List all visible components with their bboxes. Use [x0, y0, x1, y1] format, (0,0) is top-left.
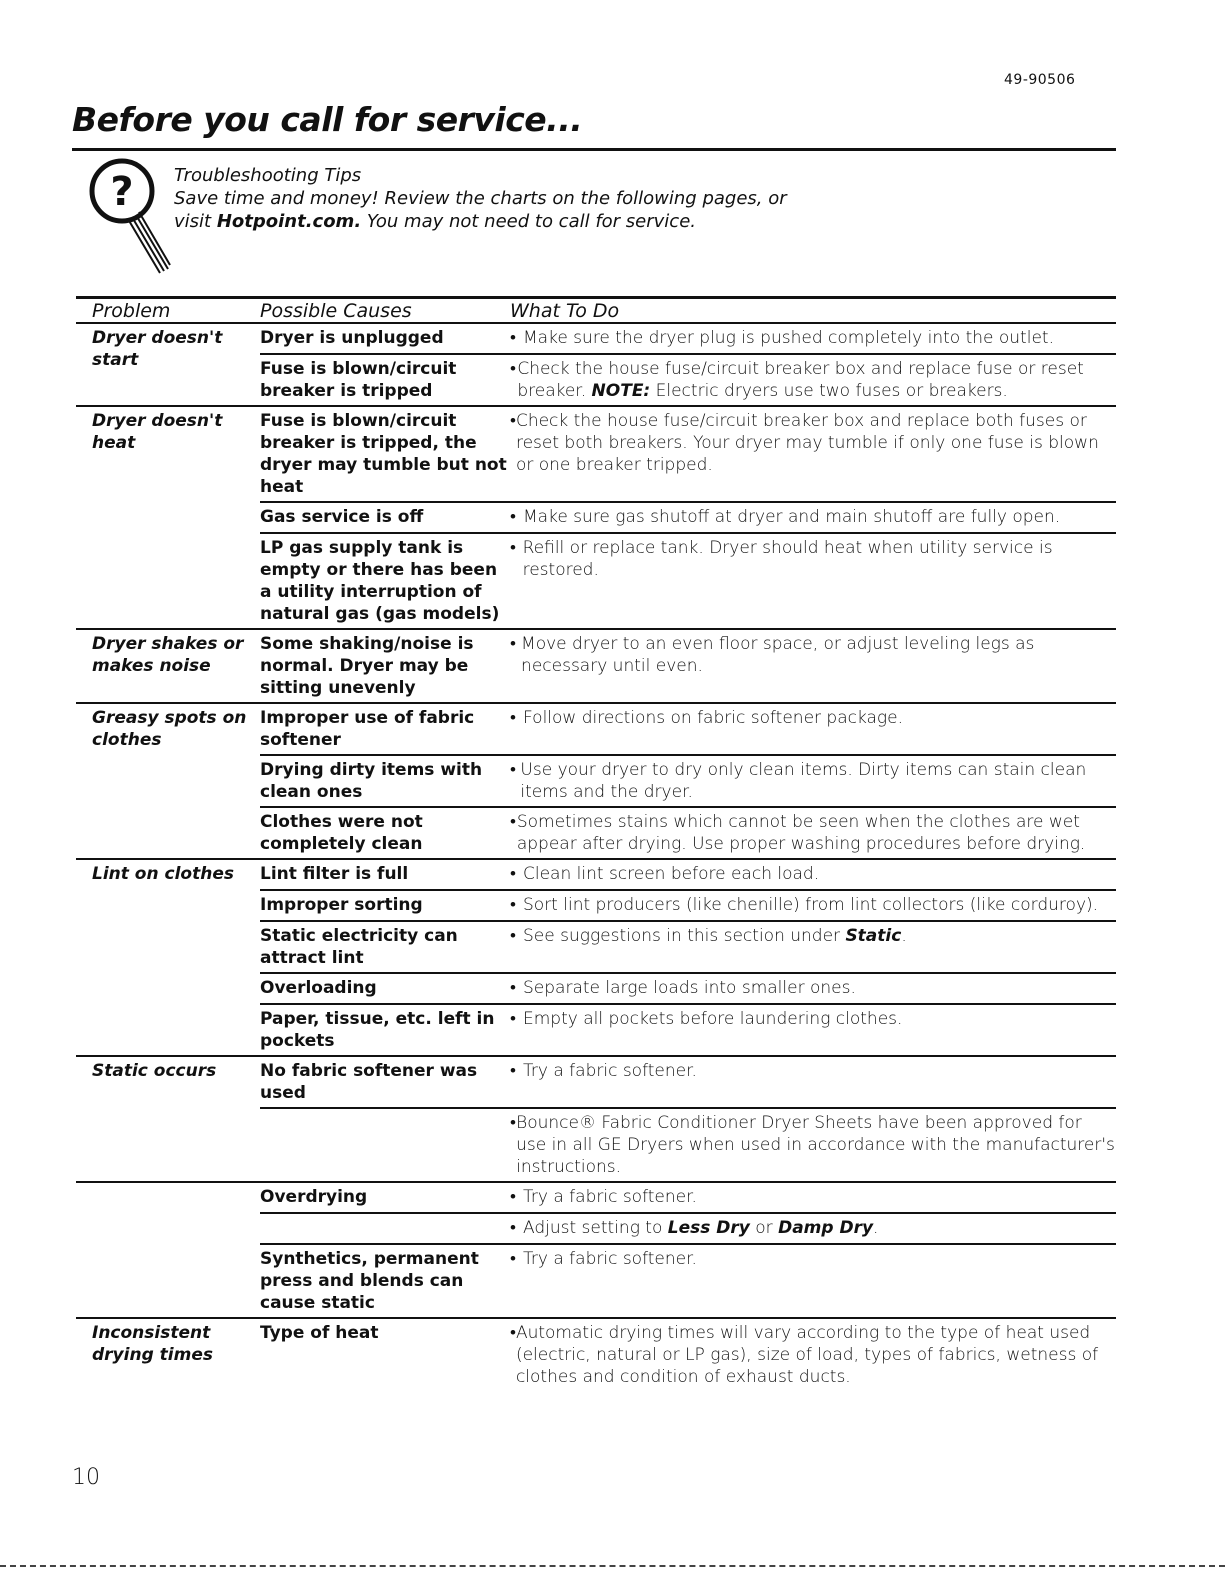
- problem-cell: Greasy spots on clothes: [92, 708, 247, 750]
- bullet-icon: •: [510, 1323, 516, 1343]
- emphasis-text: NOTE:: [591, 381, 651, 401]
- bullet-icon: •: [510, 328, 516, 348]
- bullet-icon: •: [510, 538, 516, 558]
- page-bottom-edge: [0, 1565, 1225, 1567]
- cause-cell: LP gas supply tank is empty or there has been a utility interruption of natural gas (gas models): [260, 538, 500, 624]
- what-to-do-cell: [510, 1057, 1116, 1109]
- website-link[interactable]: Hotpoint.com.: [216, 211, 362, 232]
- problem-cell: [76, 756, 260, 808]
- problem-cell: [76, 891, 260, 922]
- problem-cell: [76, 922, 260, 974]
- bullet-icon: •: [510, 1009, 516, 1029]
- header-possible-causes: Possible Causes: [260, 299, 412, 322]
- problem-cell: [76, 503, 260, 534]
- bullet-icon: •: [510, 708, 516, 728]
- header-problem: Problem: [92, 299, 171, 322]
- what-to-do-cell: [510, 974, 1116, 1005]
- cause-cell: Dryer is unplugged: [260, 328, 444, 348]
- what-to-do-cell: [510, 534, 1116, 630]
- cause-cell: Improper use of fabric softener: [260, 708, 475, 750]
- what-to-do-cell: [510, 503, 1116, 534]
- cause-cell: Synthetics, permanent press and blends can cause static: [260, 1249, 479, 1313]
- bullet-icon: •: [510, 634, 516, 654]
- what-to-do-text: Refill or replace tank. Dryer should heat when utility service is restored.: [522, 538, 1053, 580]
- bullet-icon: •: [510, 1218, 516, 1238]
- cause-cell: Fuse is blown/circuit breaker is tripped: [260, 359, 457, 401]
- what-to-do-text: Try a fabric softener.: [523, 1187, 697, 1207]
- table-row: [76, 1245, 1116, 1319]
- question-mark-tool-icon: [76, 157, 172, 277]
- what-to-do-cell: [510, 808, 1116, 860]
- table-row: [76, 704, 1116, 756]
- bullet-icon: •: [510, 1061, 516, 1081]
- table-row: [76, 860, 1116, 891]
- what-to-do-cell: [510, 355, 1116, 407]
- table-row: [76, 891, 1116, 922]
- bullet-icon: •: [510, 1187, 516, 1207]
- what-to-do-cell: [510, 1319, 1116, 1393]
- what-to-do-cell: [510, 407, 1116, 503]
- table-row: [76, 756, 1116, 808]
- problem-cell: [76, 1245, 260, 1319]
- header-what-to-do: What To Do: [510, 299, 620, 322]
- cause-cell: Fuse is blown/circuit breaker is tripped, the dryer may tumble but not heat: [260, 411, 507, 497]
- what-to-do-text: Follow directions on fabric softener package.: [523, 708, 904, 728]
- table-row: [76, 1005, 1116, 1057]
- what-to-do-cell: [510, 324, 1116, 355]
- what-to-do-cell: [510, 1005, 1116, 1057]
- bullet-icon: •: [510, 895, 516, 915]
- bullet-icon: •: [510, 760, 516, 780]
- what-to-do-cell: [510, 1214, 1116, 1245]
- problem-cell: [76, 1183, 260, 1214]
- text-segment: .: [901, 926, 907, 946]
- cause-cell: Overloading: [260, 978, 377, 998]
- cause-cell: Clothes were not completely clean: [260, 812, 423, 854]
- troubleshooting-table: [76, 296, 1116, 1393]
- text-segment: or: [749, 1218, 779, 1238]
- what-to-do-text: [523, 1217, 878, 1241]
- table-row: [76, 503, 1116, 534]
- cause-cell: Paper, tissue, etc. left in pockets: [260, 1009, 495, 1051]
- problem-cell: Static occurs: [92, 1061, 217, 1081]
- cause-cell: Overdrying: [260, 1187, 368, 1207]
- what-to-do-cell: [510, 630, 1116, 704]
- bullet-icon: •: [510, 864, 516, 884]
- cause-cell: [260, 1214, 510, 1245]
- title-divider: [72, 148, 1116, 151]
- text-segment: Check the house fuse/circuit breaker box and replace fuse or reset breaker.: [517, 359, 1084, 401]
- table-row: [76, 974, 1116, 1005]
- problem-cell: Dryer shakes or makes noise: [92, 634, 244, 676]
- emphasis-text: Damp Dry: [778, 1218, 874, 1238]
- tips-line-2-post: You may not need to call for service.: [361, 211, 696, 232]
- bullet-icon: •: [510, 1249, 516, 1269]
- what-to-do-text: Make sure the dryer plug is pushed completely into the outlet.: [523, 328, 1054, 348]
- what-to-do-text: Sort lint producers (like chenille) from lint collectors (like corduroy).: [523, 895, 1099, 915]
- problem-cell: Dryer doesn't heat: [92, 411, 223, 453]
- page-title: Before you call for service...: [72, 100, 583, 139]
- what-to-do-text: Move dryer to an even floor space, or adjust leveling legs as necessary until even.: [521, 634, 1035, 676]
- cause-cell: [260, 1109, 510, 1183]
- table-row: [76, 808, 1116, 860]
- text-segment: .: [873, 1218, 879, 1238]
- what-to-do-cell: [510, 1109, 1116, 1183]
- problem-cell: [76, 1005, 260, 1057]
- what-to-do-text: [523, 925, 907, 970]
- emphasis-text: Less Dry: [667, 1218, 750, 1238]
- table-row: [76, 630, 1116, 704]
- bullet-icon: •: [510, 978, 516, 998]
- problem-cell: Inconsistent drying times: [92, 1323, 213, 1365]
- what-to-do-text: Separate large loads into smaller ones.: [523, 978, 856, 998]
- text-segment: Adjust setting to: [523, 1218, 668, 1238]
- problem-cell: Dryer doesn't start: [92, 328, 223, 370]
- problem-cell: [76, 1109, 260, 1183]
- cause-cell: Improper sorting: [260, 895, 423, 915]
- table-row: [76, 324, 1116, 370]
- what-to-do-cell: [510, 1245, 1116, 1319]
- document-number: 49-90506: [1004, 72, 1076, 88]
- table-row: [76, 1214, 1116, 1245]
- what-to-do-text: Clean lint screen before each load.: [523, 864, 820, 884]
- table-header: [76, 296, 1116, 324]
- table-row: [76, 407, 1116, 503]
- table-body: [76, 324, 1116, 1393]
- text-segment: See suggestions in this section under: [523, 926, 846, 946]
- cause-cell: Type of heat: [260, 1323, 379, 1343]
- what-to-do-cell: [510, 704, 1116, 756]
- bullet-icon: •: [510, 926, 516, 946]
- bullet-icon: •: [510, 1113, 516, 1133]
- what-to-do-text: Use your dryer to dry only clean items. Dirty items can stain clean items and the dryer.: [520, 760, 1087, 802]
- table-row: [76, 922, 1116, 974]
- what-to-do-text: Automatic drying times will vary according to the type of heat used (electric, natural or LP gas), size of load, types of fabrics, wetness of clothes and condition of exhaust ducts.: [515, 1323, 1099, 1387]
- problem-cell: [76, 355, 260, 407]
- what-to-do-text: [517, 358, 1116, 403]
- what-to-do-text: Make sure gas shutoff at dryer and main shutoff are fully open.: [523, 507, 1061, 527]
- tips-heading: Troubleshooting Tips: [174, 165, 362, 186]
- what-to-do-text: Sometimes stains which cannot be seen when the clothes are wet appear after drying. Use proper washing procedures before drying.: [516, 812, 1086, 854]
- text-segment: Electric dryers use two fuses or breakers.: [650, 381, 1008, 401]
- cause-cell: Gas service is off: [260, 507, 424, 527]
- cause-cell: Lint filter is full: [260, 864, 409, 884]
- what-to-do-cell: [510, 891, 1116, 922]
- tips-line-2-pre: visit: [174, 211, 217, 232]
- what-to-do-text: Try a fabric softener.: [523, 1249, 697, 1269]
- what-to-do-cell: [510, 922, 1116, 974]
- what-to-do-text: Empty all pockets before laundering clothes.: [523, 1009, 903, 1029]
- problem-cell: Lint on clothes: [92, 864, 234, 884]
- bullet-icon: •: [510, 359, 516, 379]
- svg-text:?: ?: [110, 169, 134, 215]
- problem-cell: [76, 808, 260, 860]
- problem-cell: [76, 1214, 260, 1245]
- tips-line-2: [174, 210, 787, 233]
- what-to-do-text: Bounce® Fabric Conditioner Dryer Sheets have been approved for use in all GE Dryers when used in accordance with the manufacturer's instructions.: [516, 1113, 1115, 1177]
- bullet-icon: •: [510, 411, 516, 431]
- cause-cell: Static electricity can attract lint: [260, 926, 458, 968]
- bullet-icon: •: [510, 812, 516, 832]
- tips-line-1: Save time and money! Review the charts on the following pages, or: [174, 188, 787, 209]
- table-row: [76, 534, 1116, 630]
- cause-cell: Drying dirty items with clean ones: [260, 760, 483, 802]
- problem-cell: [76, 974, 260, 1005]
- table-row: [76, 355, 1116, 407]
- problem-cell: [76, 534, 260, 630]
- what-to-do-cell: [510, 756, 1116, 808]
- what-to-do-text: Try a fabric softener.: [523, 1061, 697, 1081]
- cause-cell: No fabric softener was used: [260, 1061, 478, 1103]
- table-row: [76, 1109, 1116, 1183]
- what-to-do-cell: [510, 1183, 1116, 1214]
- table-row: [76, 1183, 1116, 1214]
- troubleshooting-tips: [174, 164, 787, 233]
- table-row: [76, 1057, 1116, 1109]
- what-to-do-text: Check the house fuse/circuit breaker box and replace both fuses or reset both breakers. Your dryer may tumble if only one fuse is blown or one breaker tripped.: [515, 411, 1099, 475]
- table-row: [76, 1319, 1116, 1393]
- emphasis-text: Static: [845, 926, 902, 946]
- what-to-do-cell: [510, 860, 1116, 891]
- page-number: 10: [72, 1465, 100, 1490]
- bullet-icon: •: [510, 507, 516, 527]
- cause-cell: Some shaking/noise is normal. Dryer may be sitting unevenly: [260, 634, 474, 698]
